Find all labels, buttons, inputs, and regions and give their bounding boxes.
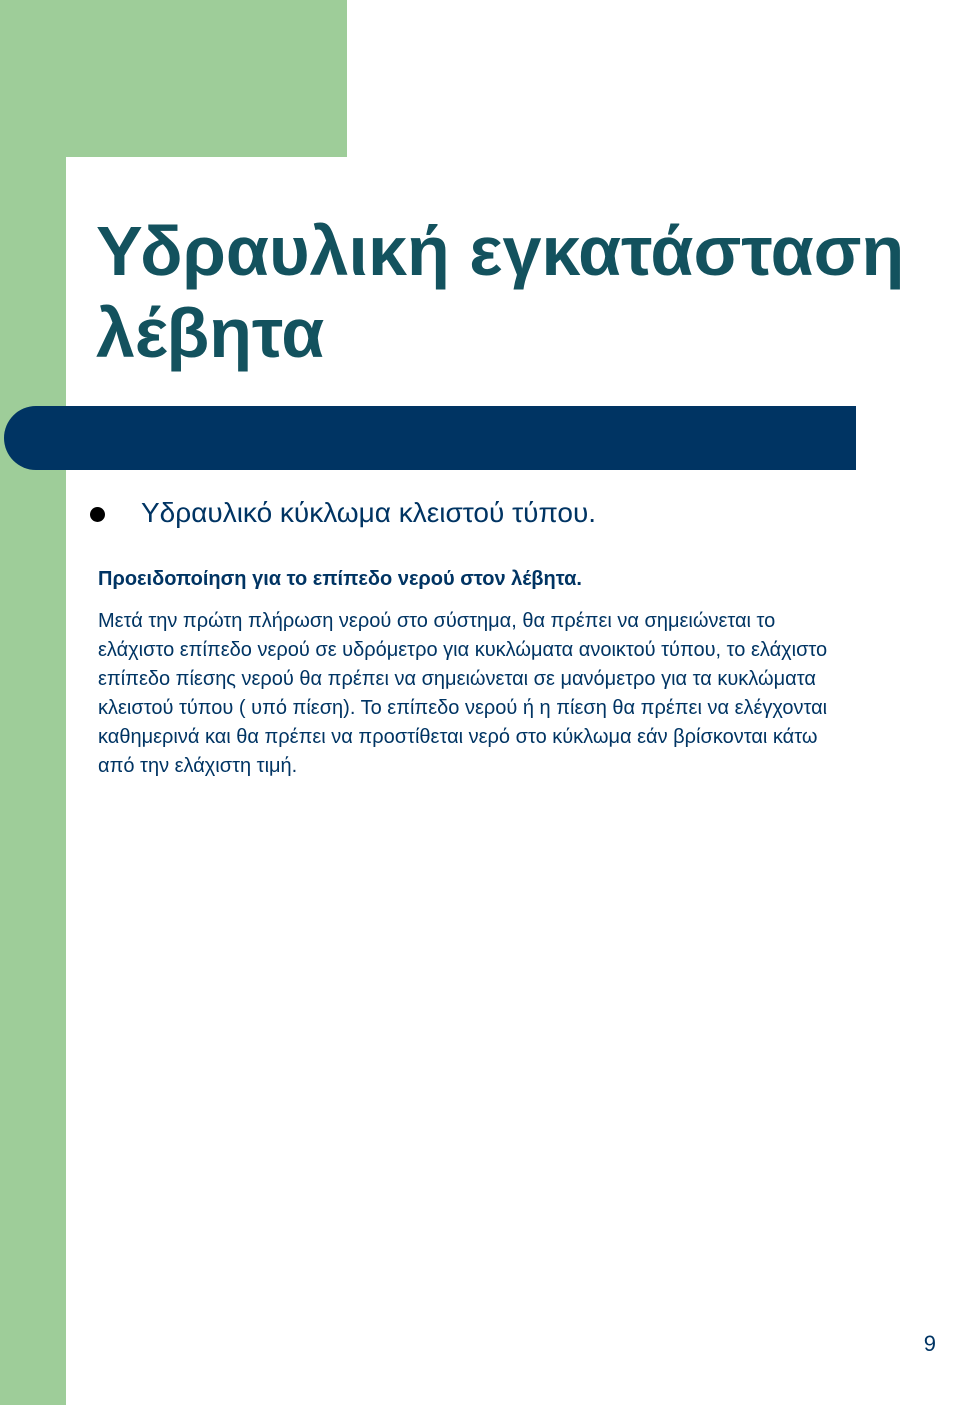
paragraph-line: από την ελάχιστη τιμή. xyxy=(98,755,298,777)
warning-heading: Προειδοποίηση για το επίπεδο νερού στον λέβητα. xyxy=(98,568,582,590)
decorative-green-top-block xyxy=(0,0,347,157)
slide-title-line-1: Υδραυλική εγκατάσταση xyxy=(96,212,905,290)
decorative-green-sidebar xyxy=(0,0,66,1405)
body-paragraph xyxy=(98,607,956,781)
paragraph-line: ελάχιστο επίπεδο νερού σε υδρόμετρο για κυκλώματα ανοικτού τύπου, το ελάχιστο xyxy=(98,639,828,661)
title-divider-bar xyxy=(4,406,856,470)
paragraph-line: καθημερινά και θα πρέπει να προστίθεται νερό στο κύκλωμα εάν βρίσκονται κάτω xyxy=(98,726,818,748)
bullet-icon xyxy=(90,507,105,522)
slide-title xyxy=(96,210,946,374)
paragraph-line: επίπεδο πίεσης νερού θα πρέπει να σημειώνεται σε μανόμετρο για τα κυκλώματα xyxy=(98,668,816,690)
slide-title-line-2: λέβητα xyxy=(96,294,325,372)
paragraph-line: κλειστού τύπου ( υπό πίεση). Το επίπεδο νερού ή η πίεση θα πρέπει να ελέγχονται xyxy=(98,697,828,719)
paragraph-line: Μετά την πρώτη πλήρωση νερού στο σύστημα, θα πρέπει να σημειώνεται το xyxy=(98,610,776,632)
page-number: 9 xyxy=(923,1331,936,1356)
bullet-item: Υδραυλικό κύκλωμα κλειστού τύπου. xyxy=(141,497,597,528)
